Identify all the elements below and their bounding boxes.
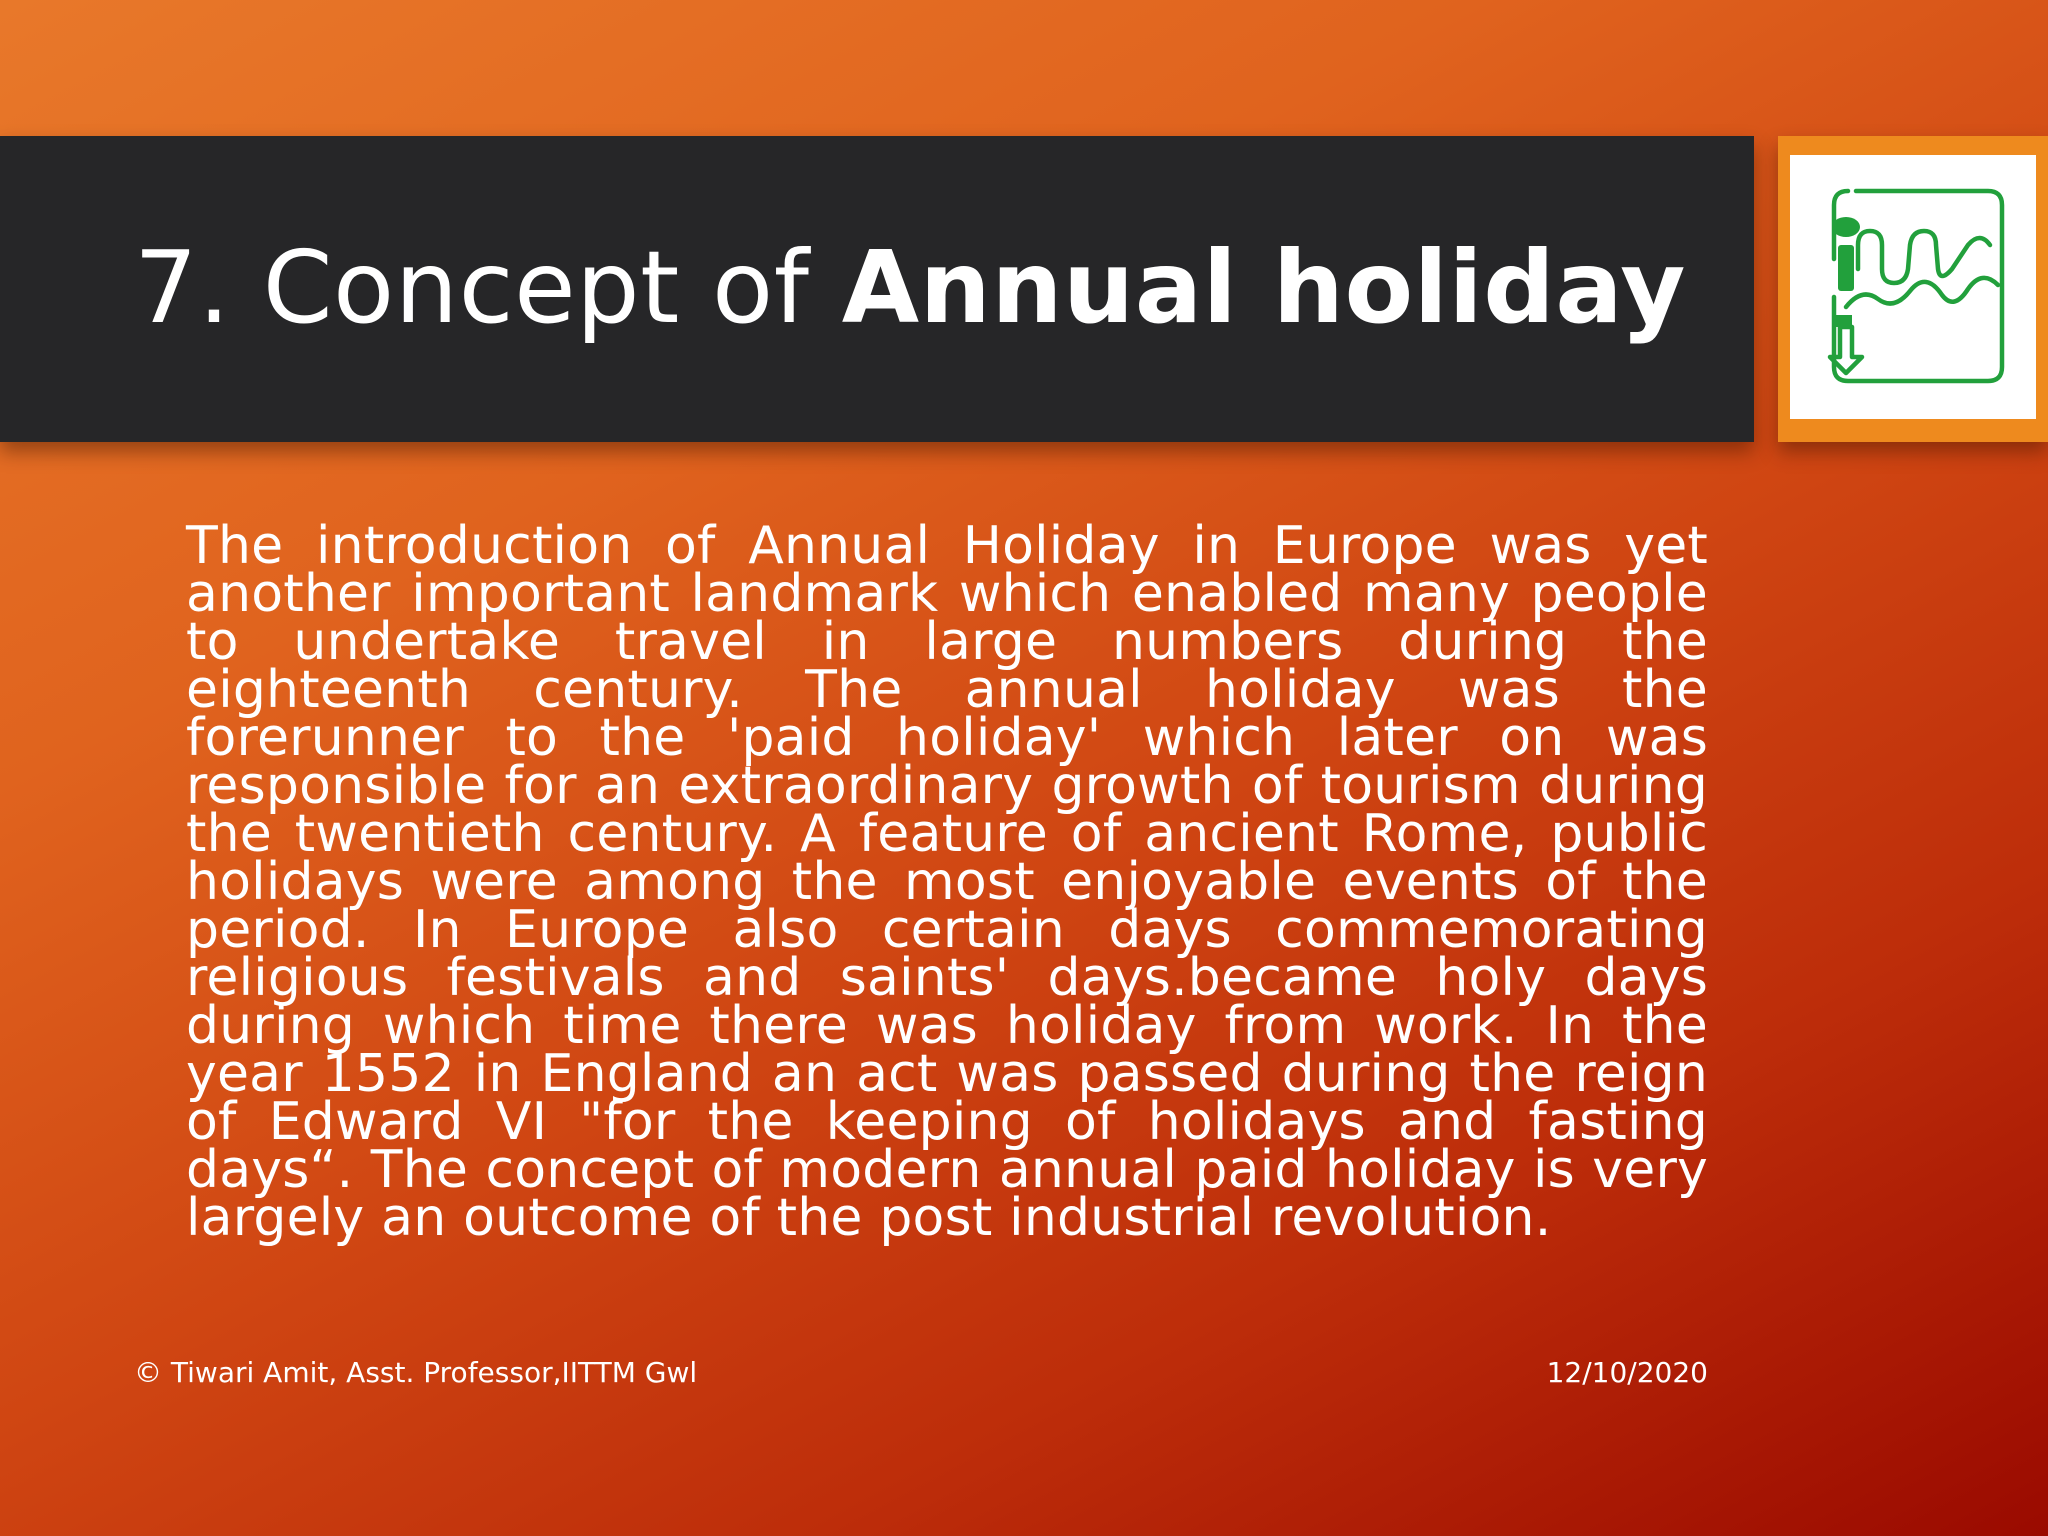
body-paragraph: The introduction of Annual Holiday in Europe was yet another important landmark which enabled many people to undertake travel in large numbers during the eighteenth century. The annual holiday was the forerunner to the 'paid holiday' which later on was responsible for an extraordinary growth of tourism during the twentieth century. A feature of ancient Rome, public holidays were among the most enjoyable events of the period. In Europe also certain days commemorating religious festivals and saints' days.became holy days during which time there was holiday from work. In the year 1552 in England an act was passed during the reign of Edward VI "for the keeping of holidays and fasting days“. The concept of modern annual paid holiday is very largely an outcome of the post industrial revolution. xyxy=(186,516,1708,1248)
logo-frame xyxy=(1778,136,2048,442)
slide-title-bold: Annual holiday xyxy=(841,229,1686,346)
logo-panel xyxy=(1790,155,2036,419)
footer-date: 12/10/2020 xyxy=(1546,1356,1708,1389)
iittm-logo-icon xyxy=(1818,187,2008,387)
slide-title xyxy=(134,228,1686,348)
footer-author: © Tiwari Amit, Asst. Professor,IITTM Gwl xyxy=(134,1356,698,1389)
slide-title-normal: 7. Concept of xyxy=(134,229,842,346)
